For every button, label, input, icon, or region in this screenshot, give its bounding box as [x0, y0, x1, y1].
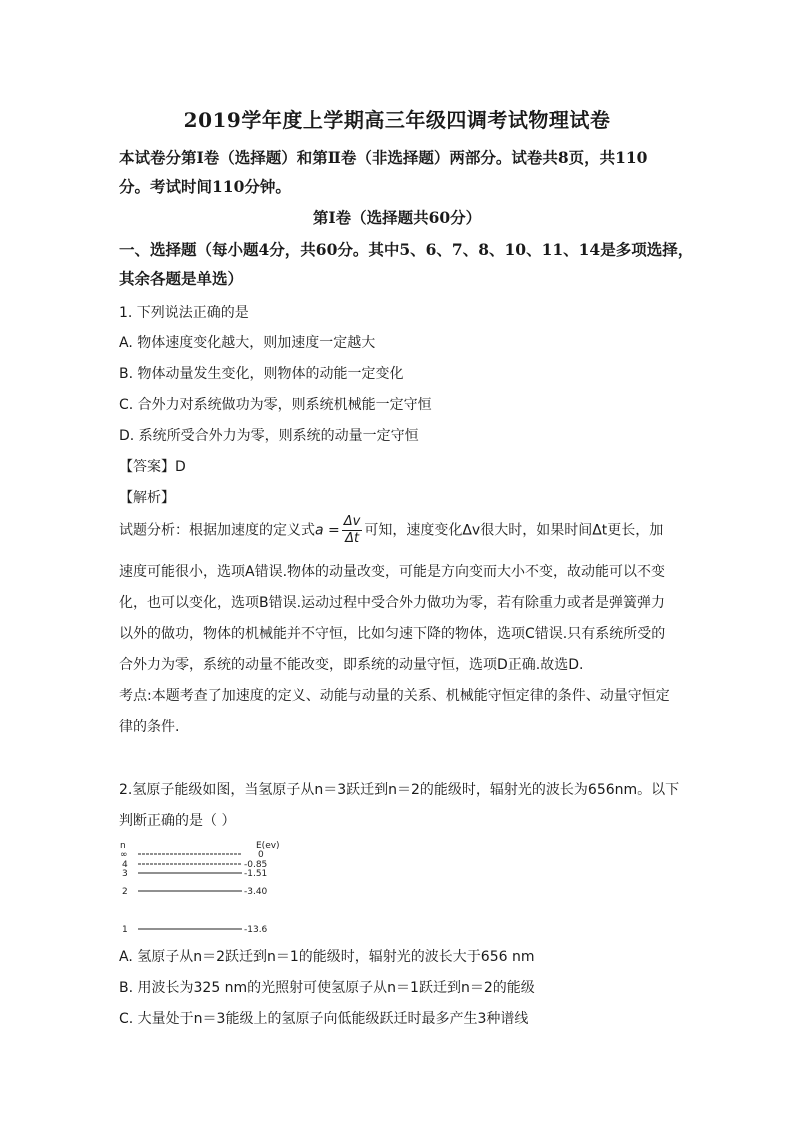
q1-analysis-line-5: 合外力为零，系统的动量不能改变，即系统的动量守恒，选项D正确.故选D.	[119, 657, 584, 673]
level-e-2: -3.40	[244, 887, 268, 897]
energy-level-diagram	[118, 840, 288, 940]
q1-option-b: B. 物体动量发生变化，则物体的动能一定变化	[119, 366, 404, 382]
level-e-1: -13.6	[244, 925, 268, 935]
part1-line-2: 其余各题是单选）	[119, 269, 244, 288]
level-n-4: 4	[122, 860, 128, 870]
q1-answer: 【答案】D	[119, 459, 186, 475]
q1-analysis-label: 【解析】	[119, 490, 175, 506]
q1-kaodian-line-1: 考点:本题考查了加速度的定义、动能与动量的关系、机械能守恒定律的条件、动量守恒定	[119, 688, 670, 704]
analysis-prefix: 试题分析：根据加速度的定义式	[119, 522, 315, 539]
level-e-inf: 0	[258, 850, 264, 860]
diagram-n-label: n	[120, 841, 126, 851]
q2-stem-line-1: 2.氢原子能级如图，当氢原子从n＝3跃迁到n＝2的能级时，辐射光的波长为656nm。以下	[119, 782, 680, 798]
q1-analysis-line-3: 化，也可以变化，选项B错误.运动过程中受合外力做功为零，若有除重力或者是弹簧弹力	[119, 595, 666, 611]
q1-analysis-line-4: 以外的做功，物体的机械能并不守恒，比如匀速下降的物体，选项C错误.只有系统所受的	[119, 626, 666, 642]
formula-numerator: Δv	[343, 514, 361, 529]
level-n-inf: ∞	[120, 850, 128, 860]
section-title: 第Ⅰ卷（选择题共60分）	[312, 208, 482, 227]
intro-line-2: 分。考试时间110分钟。	[119, 177, 291, 196]
q2-stem-line-2: 判断正确的是（ ）	[119, 813, 236, 829]
level-n-1: 1	[122, 925, 128, 935]
q2-option-b: B. 用波长为325 nm的光照射可使氢原子从n＝1跃迁到n＝2的能级	[119, 980, 535, 996]
q1-kaodian-line-2: 律的条件.	[119, 719, 180, 735]
q1-option-c: C. 合外力对系统做功为零，则系统机械能一定守恒	[119, 397, 432, 413]
formula-denominator: Δt	[345, 531, 360, 546]
exam-title: 2019学年度上学期高三年级四调考试物理试卷	[183, 108, 611, 132]
part1-line-1: 一、选择题（每小题4分，共60分。其中5、6、7、8、10、11、14是多项选择，	[119, 240, 694, 259]
level-n-3: 3	[122, 869, 128, 879]
q1-stem: 1. 下列说法正确的是	[119, 305, 249, 321]
diagram-e-label: E(ev)	[256, 841, 280, 851]
q2-option-a: A. 氢原子从n＝2跃迁到n＝1的能级时，辐射光的波长大于656 nm	[119, 949, 535, 965]
acceleration-formula	[342, 514, 363, 547]
analysis-line1-rest: 可知，速度变化Δv很大时，如果时间Δt更长，加	[364, 522, 664, 539]
formula-lhs: a =	[315, 522, 340, 539]
level-e-3: -1.51	[244, 869, 268, 879]
intro-line-1: 本试卷分第Ⅰ卷（选择题）和第Ⅱ卷（非选择题）两部分。试卷共8页，共110	[119, 148, 648, 167]
level-e-4: -0.85	[244, 860, 268, 870]
q1-option-d: D. 系统所受合外力为零，则系统的动量一定守恒	[119, 428, 419, 444]
level-n-2: 2	[122, 887, 128, 897]
q1-option-a: A. 物体速度变化越大，则加速度一定越大	[119, 335, 376, 351]
q1-analysis-line-1	[119, 514, 663, 547]
q2-option-c: C. 大量处于n＝3能级上的氢原子向低能级跃迁时最多产生3种谱线	[119, 1011, 529, 1027]
q1-analysis-line-2: 速度可能很小，选项A错误.物体的动量改变，可能是方向变而大小不变，故动能可以不变	[119, 564, 666, 580]
